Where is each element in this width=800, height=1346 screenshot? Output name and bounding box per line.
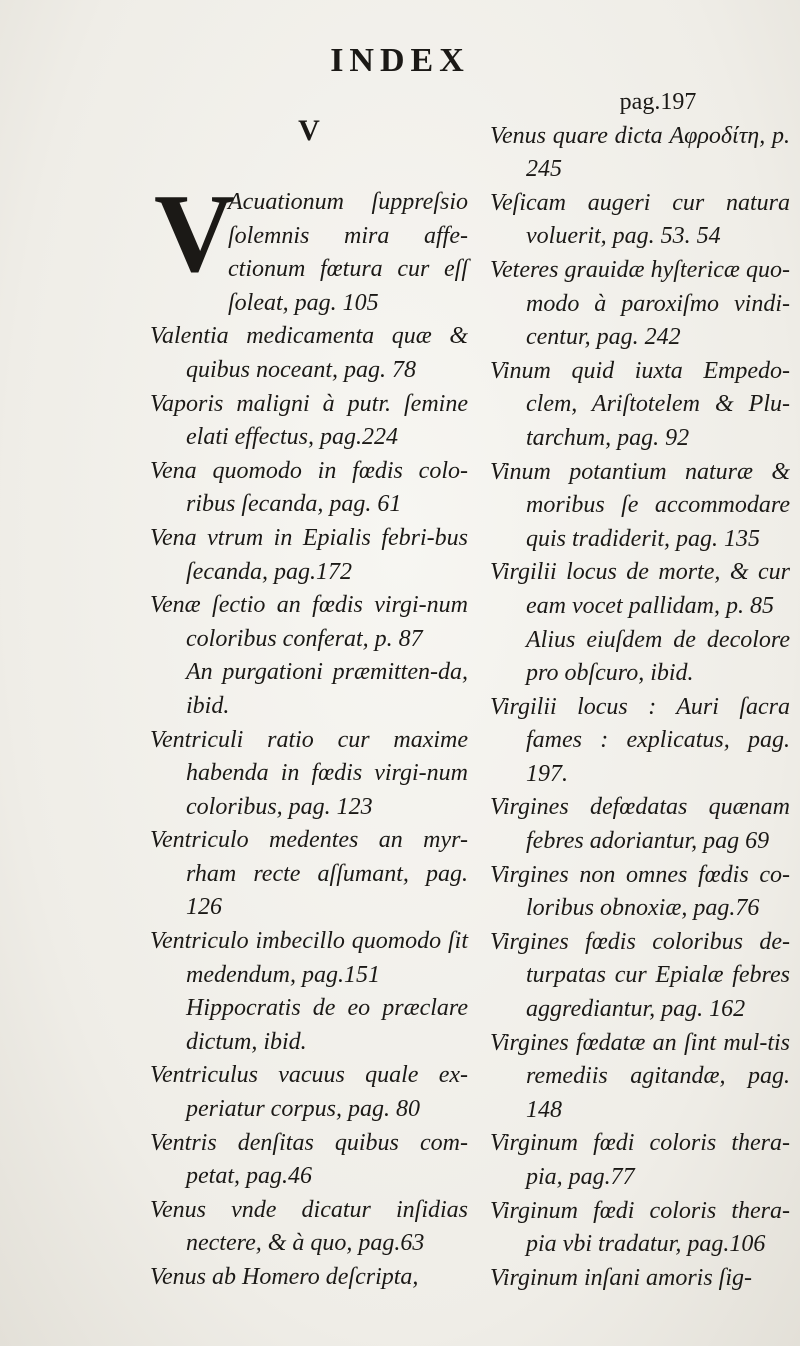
continued-entry: pag.197 — [619, 89, 697, 115]
page-title: INDEX — [330, 42, 470, 79]
index-entry — [150, 172, 468, 320]
index-entry: Virgines fœdatæ an ſint mul-tis remediis agitandæ, pag. 148 — [490, 1029, 790, 1123]
index-entry: Virgines defœdatas quænam febres adoriantur, pag 69 — [490, 794, 790, 855]
index-entry: Veſicam augeri cur natura voluerit, pag. 53. 54 — [490, 189, 790, 250]
section-letter: V — [298, 114, 320, 147]
right-column — [490, 86, 790, 1336]
index-entry: Vinum quid iuxta Empedo-clem, Ariſtotelem & Plu-tarchum, pag. 92 — [490, 357, 790, 451]
index-entry: Venus ab Homero deſcripta, — [150, 1264, 419, 1290]
index-entry: Virgilii locus : Auri ſacra fames : explicatus, pag. 197. — [490, 693, 790, 787]
index-entry: Vena vtrum in Epialis febri-bus ſecanda, pag.172 — [150, 524, 468, 585]
index-entry: Virgines fœdis coloribus de-turpatas cur Epialæ febres aggrediantur, pag. 162 — [490, 928, 790, 1023]
index-subentry: Hippocratis de eo præclare dictum, ibid. — [186, 995, 468, 1055]
index-subentry: An purgationi præmitten-da, ibid. — [186, 659, 468, 719]
index-entry: Ventriculus vacuus quale ex-periatur corpus, pag. 80 — [150, 1062, 468, 1123]
index-entry: Valentia medicamenta quæ & quibus noceant, pag. 78 — [150, 323, 468, 383]
index-entry: Vinum potantium naturæ & moribus ſe accommodare quis tradiderit, pag. 135 — [490, 458, 790, 552]
index-entry: Veteres grauidæ hyſtericæ quo-modo à paroxiſmo vindi-centur, pag. 242 — [490, 256, 790, 351]
index-entry: Ventriculo imbecillo quomodo ſit medendum, pag.151 — [150, 928, 468, 988]
index-entry: Virgines non omnes fœdis co-loribus obnoxiæ, pag.76 — [490, 861, 790, 922]
index-entry: Virginum fœdi coloris thera-pia, pag.77 — [490, 1130, 790, 1190]
index-entry: Venus quare dicta Αφροδίτη, p. 245 — [490, 122, 790, 183]
drop-cap: V — [154, 172, 235, 296]
index-entry: Vaporis maligni à putr. ſemine elati effectus, pag.224 — [150, 390, 468, 451]
index-subentry: Alius eiuſdem de decolore pro obſcuro, ibid. — [526, 626, 790, 687]
index-entry: Vena quomodo in fœdis colo-ribus ſecanda, pag. 61 — [150, 457, 468, 518]
index-entry: Venæ ſectio an fœdis virgi-num coloribus conferat, p. 87 — [150, 592, 468, 652]
entry-text: Acuationum ſuppreſsio ſolemnis mira affe-ctionum fœtura cur eſſ ſoleat, pag. 105 — [228, 189, 468, 316]
index-entry: Ventriculo medentes an myr-rham recte aſſumant, pag. 126 — [150, 827, 468, 921]
left-column — [150, 86, 468, 1336]
index-entry: Virgilii locus de morte, & cur eam vocet pallidam, p. 85 — [490, 559, 790, 619]
index-entry: Ventriculi ratio cur maxime habenda in fœdis virgi-num coloribus, pag. 123 — [150, 726, 468, 820]
index-entry: Virginum fœdi coloris thera-pia vbi tradatur, pag.106 — [490, 1197, 790, 1258]
index-entry: Ventris denſitas quibus com-petat, pag.46 — [150, 1129, 468, 1190]
index-entry: Virginum inſani amoris ſig- — [490, 1264, 753, 1291]
index-entry: Venus vnde dicatur inſidias nectere, & à quo, pag.63 — [150, 1196, 468, 1257]
